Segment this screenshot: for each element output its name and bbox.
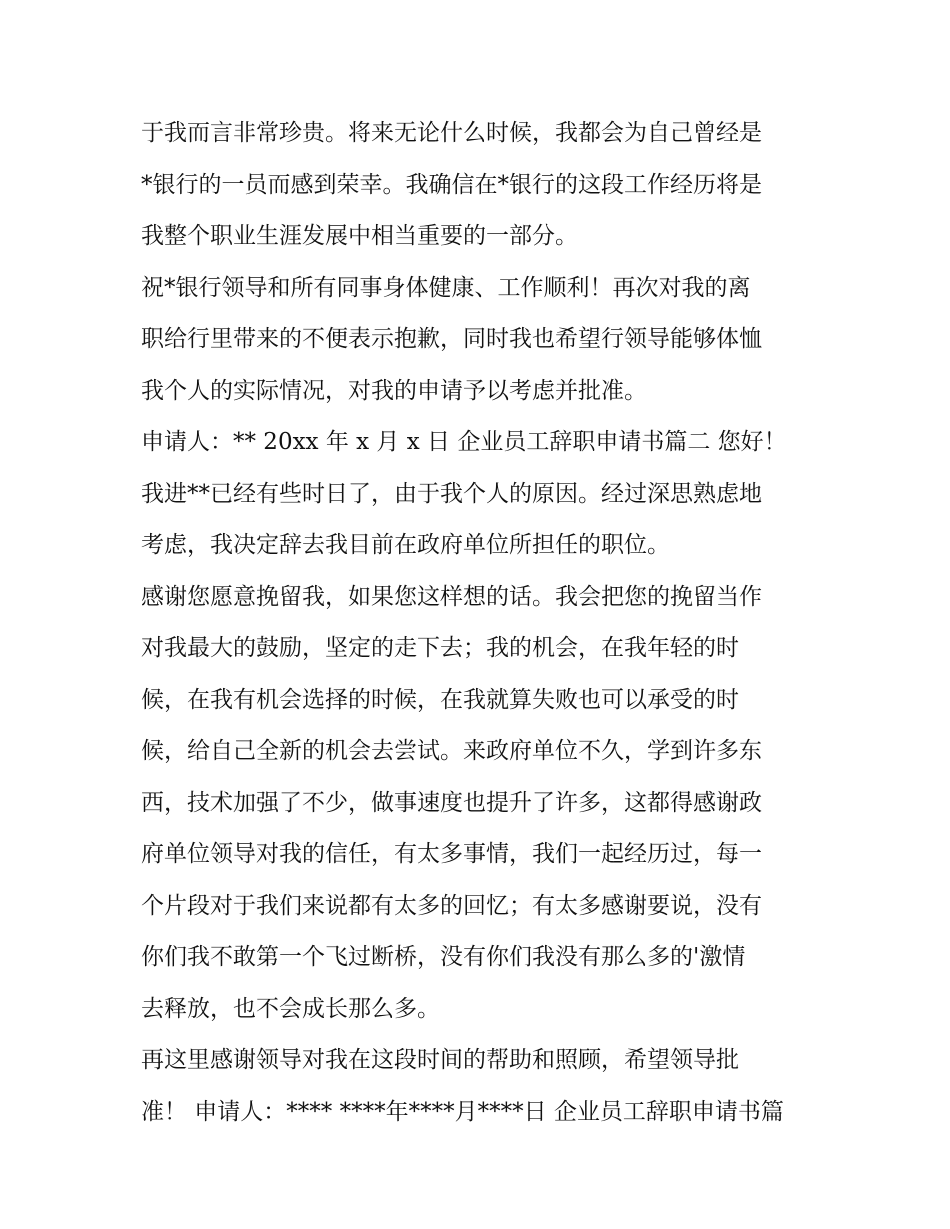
text-line: *银行的一员而感到荣幸。我确信在*银行的这段工作经历将是 bbox=[141, 171, 762, 198]
text-line: 于我而言非常珍贵。将来无论什么时候，我都会为自己曾经是 bbox=[141, 120, 762, 146]
text-line: 我整个职业生涯发展中相当重要的一部分。 bbox=[141, 223, 578, 249]
text-line: 祝*银行领导和所有同事身体健康、工作顺利！再次对我的离 bbox=[141, 274, 751, 301]
text-line: 你们我不敢第一个飞过断桥，没有你们我没有那么多的'激情 bbox=[141, 944, 746, 970]
text-line: 个片段对于我们来说都有太多的回忆；有太多感谢要说，没有 bbox=[141, 892, 762, 919]
text-line: 我个人的实际情况，对我的申请予以考虑并批准。 bbox=[141, 377, 647, 404]
text-line: 候，给自己全新的机会去尝试。来政府单位不久，学到许多东 bbox=[141, 738, 762, 764]
text-line: 申请人：** 20xx 年 x 月 x 日 企业员工辞职申请书篇二 您好！ bbox=[141, 429, 787, 455]
text-line: 感谢您愿意挽留我，如果您这样想的话。我会把您的挽留当作 bbox=[141, 583, 762, 610]
text-line: 考虑，我决定辞去我目前在政府单位所担任的职位。 bbox=[141, 532, 670, 558]
text-line: 西，技术加强了不少，做事速度也提升了许多，这都得感谢政 bbox=[141, 789, 762, 816]
text-line: 我进**已经有些时日了，由于我个人的原因。经过深思熟虑地 bbox=[141, 480, 762, 507]
text-line: 职给行里带来的不便表示抱歉，同时我也希望行领导能够体恤 bbox=[141, 326, 762, 352]
text-line: 候，在我有机会选择的时候，在我就算失败也可以承受的时 bbox=[141, 686, 739, 713]
text-line: 府单位领导对我的信任，有太多事情，我们一起经历过，每一 bbox=[141, 841, 762, 867]
document-body bbox=[141, 108, 821, 1138]
text-line: 准！ 申请人：**** ****年****月****日 企业员工辞职申请书篇 bbox=[141, 1098, 784, 1125]
text-line: 去释放，也不会成长那么多。 bbox=[141, 995, 440, 1022]
text-line: 对我最大的鼓励，坚定的走下去；我的机会，在我年轻的时 bbox=[141, 635, 739, 661]
text-line: 再这里感谢领导对我在这段时间的帮助和照顾，希望领导批 bbox=[141, 1047, 739, 1073]
